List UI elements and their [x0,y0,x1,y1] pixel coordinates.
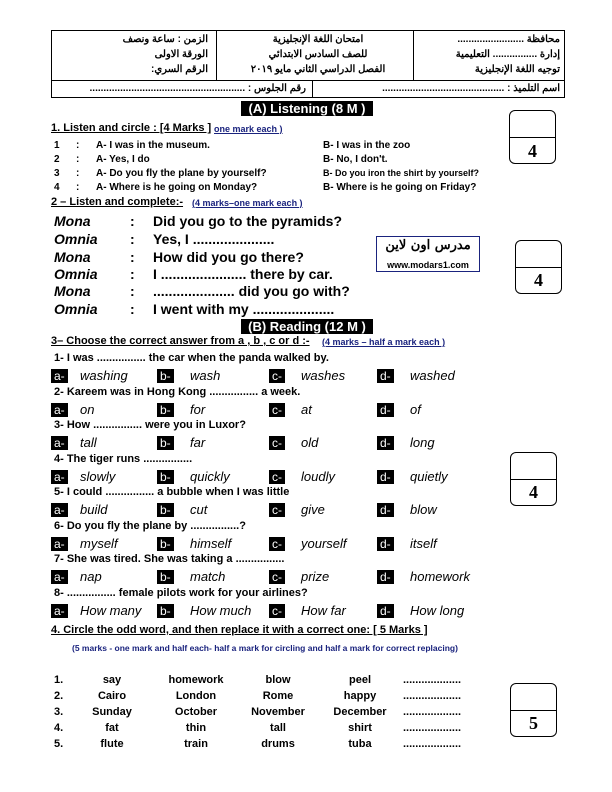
seat-number-field[interactable]: رقم الجلوس : ........................................................ [89,83,306,94]
dialogue-blank-line[interactable]: ..................... did you go with? [153,283,350,299]
mcq-question: 2- Kareem was in Hong Kong ................ a week. [54,385,301,398]
replacement-blank[interactable]: ................... [403,738,462,750]
q1-option-b[interactable]: B- Where is he going on Friday? [323,182,477,193]
odd-word-choice[interactable]: homework [168,674,224,686]
option-b[interactable]: far [190,435,206,450]
score-divider [510,137,555,138]
q2-note: (4 marks–one mark each ) [192,198,303,208]
option-label-a: a- [51,604,68,618]
q1-score-box [509,110,556,164]
option-label-a: a- [51,503,68,517]
odd-word-choice[interactable]: Cairo [97,690,127,702]
odd-word-choice[interactable]: flute [100,738,124,750]
option-a[interactable]: washing [80,368,128,383]
mcq-question: 6- Do you fly the plane by ................? [54,519,246,532]
option-label-a: a- [51,470,68,484]
q2-title: 2 – Listen and complete:- [51,196,184,208]
supervision-label: توجيه اللغة الإنجليزية [474,64,560,75]
option-b[interactable]: quickly [190,468,230,484]
odd-word-choice[interactable]: fat [105,722,119,734]
dialogue-speaker: Mona [54,213,91,229]
option-b[interactable]: for [190,401,206,417]
dialogue-speaker: Omnia [54,266,98,282]
option-c[interactable]: loudly [301,468,335,484]
option-label-d: d- [377,369,394,383]
score-divider [511,479,556,480]
option-a[interactable]: myself [80,535,118,551]
dialogue-speaker: Omnia [54,231,98,247]
option-label-c: c- [269,403,285,417]
q4-title: 4. Circle the odd word, and then replace it with a correct one: [ 5 Marks ] [51,624,428,636]
odd-word-choice[interactable]: happy [343,690,377,702]
q1-row-num: 4 [54,182,60,193]
header-divider [216,31,217,80]
header-divider [52,80,564,81]
odd-word-row-number: 4. [54,722,64,734]
q1-colon: : [76,168,80,179]
exam-header [51,30,565,98]
exam-title: امتحان اللغة الإنجليزية [272,34,364,45]
option-a[interactable]: on [80,401,95,417]
option-label-c: c- [269,604,285,618]
option-label-c: c- [269,470,285,484]
replacement-blank[interactable]: ................... [403,706,462,718]
grade-label: للصف السادس الابتدائي [268,49,368,60]
dialogue-colon: : [130,283,135,299]
odd-word-choice[interactable]: Sunday [92,706,132,718]
option-label-c: c- [269,503,285,517]
odd-word-choice[interactable]: October [174,706,218,718]
odd-word-row-number: 5. [54,738,64,750]
q1-title: 1. Listen and circle : [4 Marks ] [51,122,212,134]
mcq-question: 7- She was tired. She was taking a ................ [54,553,285,565]
option-d[interactable]: How long [410,602,465,618]
q1-score: 4 [528,141,537,161]
q1-row-num: 3 [54,168,60,179]
odd-word-choice[interactable]: train [184,738,208,750]
dialogue-blank-line[interactable]: I ...................... there by car. [153,266,333,282]
option-d[interactable]: quietly [410,468,448,484]
option-label-b: b- [157,470,174,484]
q1-option-a[interactable]: A- I was in the museum. [96,140,210,151]
option-d[interactable]: of [410,401,421,417]
option-a[interactable]: nap [80,569,102,584]
option-c[interactable]: yourself [301,535,347,551]
q1-option-b[interactable]: B- Do you iron the shirt by yourself? [323,168,480,178]
option-c[interactable]: give [301,502,325,517]
odd-word-choice[interactable]: December [333,706,387,718]
logo-arabic-text: مدرس اون لاين [385,238,471,253]
student-name-field[interactable]: اسم التلميذ : ............................................ [382,83,560,94]
option-a[interactable]: build [80,502,108,517]
odd-word-row-number: 3. [54,706,64,718]
q1-colon: : [76,154,80,165]
option-label-d: d- [377,503,394,517]
option-c[interactable]: prize [301,569,330,584]
option-d[interactable]: blow [410,502,437,517]
header-divider [312,80,313,97]
q4-note: (5 marks - one mark and half each- half a mark for circling and half a mark for correct replacing) [72,643,458,653]
option-label-b: b- [157,403,174,417]
q2-score-box [515,240,562,294]
odd-word-choice[interactable]: say [102,674,122,686]
option-d[interactable]: itself [410,535,437,551]
option-label-d: d- [377,436,394,450]
dialogue-colon: : [130,249,135,265]
odd-word-row-number: 1. [54,674,64,686]
q1-option-a[interactable]: A- Where is he going on Monday? [96,182,258,193]
dialogue-speaker: Omnia [54,301,98,317]
option-a[interactable]: slowly [80,468,116,484]
odd-word-choice[interactable]: blow [265,674,291,686]
option-label-b: b- [157,369,174,383]
option-label-b: b- [157,570,174,584]
option-label-d: d- [377,604,394,618]
q1-option-b[interactable]: B- I was in the zoo [323,140,411,151]
odd-word-choice[interactable]: tall [270,722,286,734]
option-label-a: a- [51,537,68,551]
option-b[interactable]: cut [190,502,208,517]
mcq-question: 4- The tiger runs ................ [54,452,193,465]
odd-word-choice[interactable]: November [251,706,305,718]
mcq-question: 5- I could ................ a bubble when I was little [54,486,290,498]
q1-note: one mark each ) [214,124,283,134]
odd-word-row-number: 2. [54,690,64,702]
odd-word-choice[interactable]: drums [261,738,295,750]
dialogue-blank-line[interactable]: Yes, I ..................... [153,231,275,247]
dialogue-speaker: Mona [54,249,91,265]
option-label-b: b- [157,604,174,618]
dialogue-speaker: Mona [54,283,91,299]
option-b[interactable]: himself [190,535,232,551]
score-divider [511,710,556,711]
option-d[interactable]: washed [410,368,455,383]
option-label-a: a- [51,403,68,417]
option-label-c: c- [269,436,285,450]
q4-score-box [510,683,557,737]
option-c[interactable]: How far [301,602,346,618]
option-label-b: b- [157,436,174,450]
option-label-b: b- [157,537,174,551]
option-label-c: c- [269,369,285,383]
q1-option-b[interactable]: B- No, I don't. [323,154,388,165]
q3-note: (4 marks – half a mark each ) [322,337,446,347]
dialogue-colon: : [130,213,135,229]
q3-title: 3– Choose the correct answer from a , b , c or d :- [51,335,310,347]
option-label-d: d- [377,537,394,551]
replacement-blank[interactable]: ................... [403,690,462,702]
option-b[interactable]: match [190,569,226,584]
odd-word-choice[interactable]: Rome [262,690,294,702]
dialogue-colon: : [130,266,135,282]
option-a[interactable]: tall [80,435,97,450]
option-c[interactable]: washes [301,368,346,383]
time-label: الزمن : ساعة ونصف [122,34,208,45]
option-label-c: c- [269,570,285,584]
option-d[interactable]: homework [410,569,470,584]
option-d[interactable]: long [410,435,435,450]
q1-option-a[interactable]: A- Do you fly the plane by yourself? [96,168,267,179]
q3-score: 4 [529,482,538,502]
term-label: الفصل الدراسي الثاني مايو ٢٠١٩ [250,64,386,75]
administration-label: إدارة ................ التعليمية [455,49,560,60]
option-c[interactable]: at [301,401,312,417]
q1-row-num: 1 [54,140,60,151]
q1-option-a[interactable]: A- Yes, I do [96,154,150,165]
dialogue-line: How did you go there? [153,249,304,265]
q1-row-num: 2 [54,154,60,165]
modars-logo [376,236,480,272]
option-label-d: d- [377,403,394,417]
odd-word-choice[interactable]: thin [185,722,207,734]
option-label-c: c- [269,537,285,551]
dialogue-blank-line[interactable]: I went with my ..................... [153,301,335,317]
reading-banner: (B) Reading (12 M ) [241,319,373,334]
option-b[interactable]: How much [190,602,252,618]
dialogue-colon: : [130,301,135,317]
mcq-question: 3- How ................ were you in Luxor? [54,419,246,431]
option-label-a: a- [51,369,68,383]
dialogue-colon: : [130,231,135,247]
q3-score-box [510,452,557,506]
option-label-a: a- [51,570,68,584]
odd-word-choice[interactable]: shirt [348,722,372,734]
q2-score: 4 [534,270,543,290]
replacement-blank[interactable]: ................... [403,722,462,734]
q4-score: 5 [529,713,538,733]
option-c[interactable]: old [301,435,319,450]
paper-label: الورقة الاولى [154,49,208,60]
replacement-blank[interactable]: ................... [403,674,462,686]
logo-url: www.modars1.com [387,260,469,270]
q1-colon: : [76,182,80,193]
odd-word-choice[interactable]: London [175,690,217,702]
option-label-d: d- [377,570,394,584]
listening-banner: (A) Listening (8 M ) [241,101,373,116]
odd-word-choice[interactable]: peel [348,674,371,686]
option-label-b: b- [157,503,174,517]
secret-number-label: الرقم السري: [151,64,208,75]
governorate-label: محافظة ........................ [457,34,560,45]
odd-word-choice[interactable]: tuba [348,738,372,750]
option-label-a: a- [51,436,68,450]
q1-colon: : [76,140,80,151]
mcq-question: 8- ................ female pilots work for your airlines? [54,586,308,599]
option-label-d: d- [377,470,394,484]
dialogue-line: Did you go to the pyramids? [153,213,343,229]
score-divider [516,267,561,268]
option-a[interactable]: How many [80,602,142,618]
option-b[interactable]: wash [190,368,221,383]
mcq-question: 1- I was ................ the car when the panda walked by. [54,352,329,364]
